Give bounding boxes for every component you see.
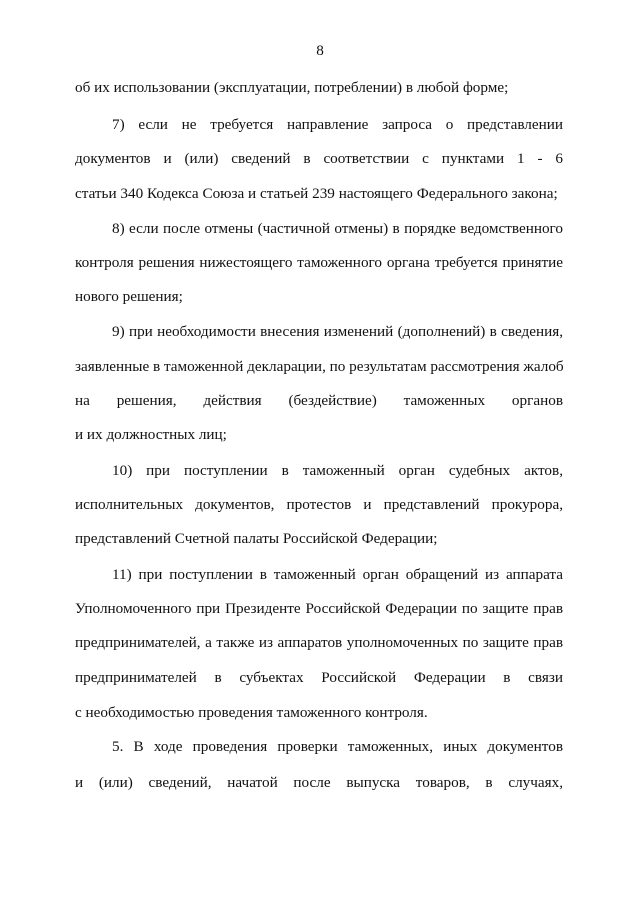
text-line: 8) если после отмены (частичной отмены) в порядке ведомственного (112, 220, 563, 237)
text-line: Уполномоченного при Президенте Российской Федерации по защите прав (75, 600, 563, 617)
text-line: документов и (или) сведений в соответствии с пунктами 1 - 6 (75, 150, 563, 167)
text-line: 9) при необходимости внесения изменений (дополнений) в сведения, (112, 323, 563, 340)
text-line: нового решения; (75, 288, 183, 305)
text-line: на решения, действия (бездействие) таможенных органов (75, 392, 563, 409)
text-line: об их использовании (эксплуатации, потреблении) в любой форме; (75, 79, 509, 96)
text-line: исполнительных документов, протестов и представлений прокурора, (75, 496, 563, 513)
text-line: представлений Счетной палаты Российской Федерации; (75, 530, 438, 547)
text-line: предпринимателей, а также из аппаратов уполномоченных по защите прав (75, 634, 563, 651)
text-line: с необходимостью проведения таможенного контроля. (75, 704, 428, 721)
text-line: предпринимателей в субъектах Российской Федерации в связи (75, 669, 563, 686)
text-line: заявленные в таможенной декларации, по результатам рассмотрения жалоб (75, 358, 564, 375)
text-line: контроля решения нижестоящего таможенного органа требуется принятие (75, 254, 563, 271)
page-number: 8 (316, 42, 324, 59)
text-line: и (или) сведений, начатой после выпуска товаров, в случаях, (75, 774, 563, 791)
text-line: 5. В ходе проведения проверки таможенных, иных документов (112, 738, 563, 755)
text-line: 10) при поступлении в таможенный орган судебных актов, (112, 462, 563, 479)
text-line: и их должностных лиц; (75, 426, 227, 443)
text-line: 11) при поступлении в таможенный орган обращений из аппарата (112, 566, 563, 583)
text-line: статьи 340 Кодекса Союза и статьей 239 настоящего Федерального закона; (75, 185, 558, 202)
text-line: 7) если не требуется направление запроса о представлении (112, 116, 563, 133)
